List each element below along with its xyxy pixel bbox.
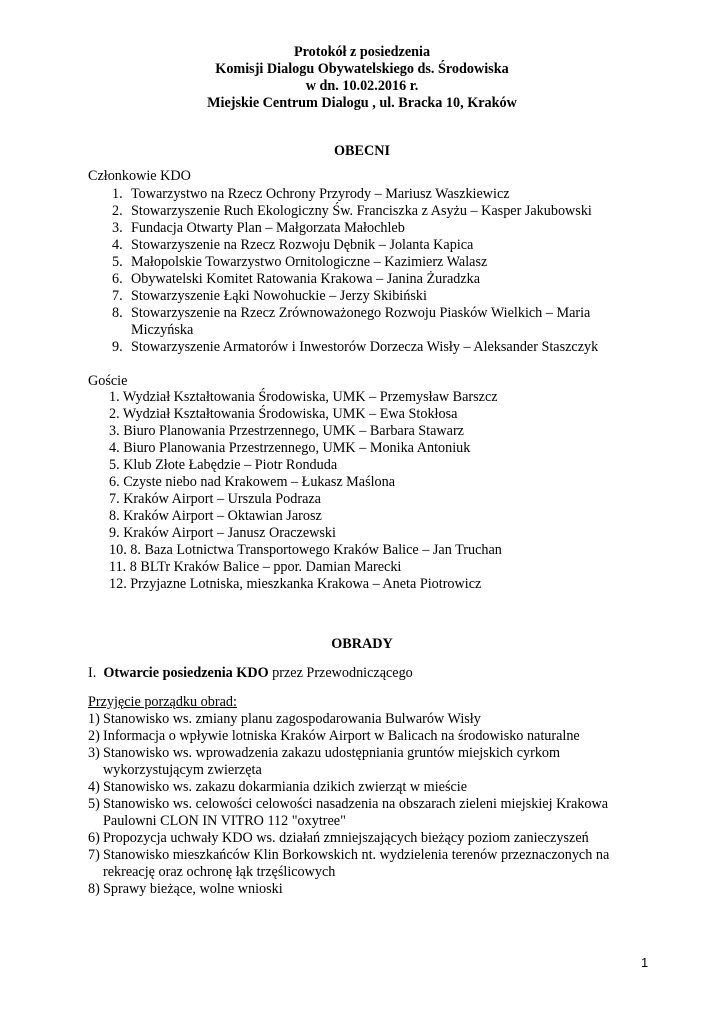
member-item (112, 220, 672, 237)
agenda-item-continuation-text: rekreację oraz ochronę łąk trzęślicowych (103, 864, 336, 880)
guests-list (109, 389, 669, 593)
member-item (112, 271, 672, 288)
agenda-item (88, 745, 668, 762)
section-heading-rest: przez Przewodniczącego (268, 665, 413, 681)
agenda-item-number: 6) (88, 830, 100, 846)
guest-item-text: 12. Przyjazne Lotniska, mieszkanka Krakowa – Aneta Piotrowicz (109, 576, 482, 592)
agenda-item-number: 3) (88, 745, 100, 761)
agenda-item-text: Sprawy bieżące, wolne wnioski (103, 881, 283, 897)
section-number: I. (88, 665, 97, 681)
member-item-text: Stowarzyszenie Armatorów i Inwestorów Dorzecza Wisły – Aleksander Staszczyk (131, 339, 599, 355)
member-item-continuation (112, 322, 672, 339)
member-item (112, 203, 672, 220)
guest-item-text: 2. Wydział Kształtowania Środowiska, UMK – Ewa Stokłosa (109, 406, 458, 422)
guest-item (109, 389, 669, 406)
agenda-item-continuation (88, 762, 668, 779)
agenda-item (88, 779, 668, 796)
guest-item-text: 1. Wydział Kształtowania Środowiska, UMK – Przemysław Barszcz (109, 389, 498, 405)
agenda-item-number: 1) (88, 711, 100, 727)
member-item-text: Towarzystwo na Rzecz Ochrony Przyrody – Mariusz Waszkiewicz (131, 186, 510, 202)
guest-item (109, 474, 669, 491)
member-item-text: Fundacja Otwarty Plan – Małgorzata Małochleb (131, 220, 405, 236)
member-item-text: Małopolskie Towarzystwo Ornitologiczne – Kazimierz Walasz (131, 254, 488, 270)
guest-item (109, 457, 669, 474)
guest-item (109, 525, 669, 542)
guest-item-text: 9. Kraków Airport – Janusz Oraczewski (109, 525, 336, 541)
members-list (112, 186, 672, 356)
member-item (112, 237, 672, 254)
member-item-text: Stowarzyszenie na Rzecz Zrównoważonego Rozwoju Piasków Wielkich – Maria (131, 305, 591, 321)
agenda-item-text: Stanowisko mieszkańców Klin Borkowskich nt. wydzielenia terenów przeznaczonych na (103, 847, 610, 863)
member-item-text: Stowarzyszenie Ruch Ekologiczny Św. Franciszka z Asyżu – Kasper Jakubowski (131, 203, 592, 219)
guest-item (109, 508, 669, 525)
agenda-item-text: Propozycja uchwały KDO ws. działań zmniejszających bieżący poziom zanieczyszeń (103, 830, 589, 846)
member-item-number: 3. (112, 220, 123, 236)
agenda-item-number: 8) (88, 881, 100, 897)
agenda-item-number: 7) (88, 847, 100, 863)
agenda-item-text: Stanowisko ws. celowości celowości nasadzenia na obszarach zieleni miejskiej Krakowa (103, 796, 609, 812)
member-item-continuation-text: Miczyńska (131, 322, 194, 338)
section-title-obrady: OBRADY (331, 636, 393, 652)
agenda-item-continuation-text: Paulowni CLON IN VITRO 112 "oxytree" (103, 813, 346, 829)
meeting-date: w dn. 10.02.2016 r. (305, 78, 419, 94)
member-item-number: 7. (112, 288, 123, 304)
agenda-item-number: 4) (88, 779, 100, 795)
agenda-list (88, 711, 668, 898)
member-item-number: 5. (112, 254, 123, 270)
agenda-item (88, 728, 668, 745)
agenda-item (88, 847, 668, 864)
guest-item-text: 10. 8. Baza Lotnictwa Transportowego Kraków Balice – Jan Truchan (109, 542, 502, 558)
guest-item-text: 3. Biuro Planowania Przestrzennego, UMK – Barbara Stawarz (109, 423, 464, 439)
section-heading-bold: Otwarcie posiedzenia KDO (103, 665, 269, 681)
guests-label: Goście (88, 373, 128, 389)
guest-item (109, 423, 669, 440)
member-item-number: 6. (112, 271, 123, 287)
guest-item-text: 4. Biuro Planowania Przestrzennego, UMK – Monika Antoniuk (109, 440, 471, 456)
agenda-item (88, 711, 668, 728)
members-label: Członkowie KDO (88, 168, 191, 184)
guest-item-text: 6. Czyste niebo nad Krakowem – Łukasz Maślona (109, 474, 396, 490)
guest-item-text: 8. Kraków Airport – Oktawian Jarosz (109, 508, 322, 524)
guest-item (109, 542, 669, 559)
member-item (112, 186, 672, 203)
section-title-obecni: OBECNI (334, 143, 390, 159)
member-item-text: Stowarzyszenie Łąki Nowohuckie – Jerzy Skibiński (131, 288, 427, 304)
agenda-item-continuation-text: wykorzystującym zwierzęta (103, 762, 262, 778)
member-item (112, 305, 672, 322)
member-item-number: 9. (112, 339, 123, 355)
agenda-item (88, 830, 668, 847)
member-item (112, 288, 672, 305)
agenda-item-text: Informacja o wpływie lotniska Kraków Airport w Balicach na środowisko naturalne (103, 728, 580, 744)
guest-item (109, 440, 669, 457)
agenda-item-continuation (88, 813, 668, 830)
agenda-item-text: Stanowisko ws. zakazu dokarmiania dzikich zwierząt w mieście (103, 779, 468, 795)
guest-item (109, 406, 669, 423)
member-item-text: Stowarzyszenie na Rzecz Rozwoju Dębnik – Jolanta Kapica (131, 237, 474, 253)
member-item-number: 1. (112, 186, 123, 202)
guest-item-text: 7. Kraków Airport – Urszula Podraza (109, 491, 321, 507)
meeting-location: Miejskie Centrum Dialogu , ul. Bracka 10, Kraków (207, 95, 517, 111)
agenda-item-text: Stanowisko ws. wprowadzenia zakazu udostępniania gruntów miejskich cyrkom (103, 745, 561, 761)
committee-name: Komisji Dialogu Obywatelskiego ds. Środowiska (215, 61, 509, 77)
protocol-title: Protokół z posiedzenia (293, 44, 431, 60)
agenda-item-number: 5) (88, 796, 100, 812)
agenda-item (88, 881, 668, 898)
guest-item (109, 491, 669, 508)
guest-item-text: 5. Klub Złote Łabędzie – Piotr Ronduda (109, 457, 338, 473)
agenda-item-continuation (88, 864, 668, 881)
agenda-item-number: 2) (88, 728, 100, 744)
page-number: 1 (641, 955, 649, 970)
guest-item (109, 559, 669, 576)
member-item-text: Obywatelski Komitet Ratowania Krakowa – Janina Żuradzka (131, 271, 481, 287)
section-heading-opening (88, 665, 413, 682)
member-item-number: 8. (112, 305, 123, 321)
agenda-label: Przyjęcie porządku obrad: (88, 694, 237, 710)
guest-item-text: 11. 8 BLTr Kraków Balice – ppor. Damian Marecki (109, 559, 402, 575)
member-item-number: 2. (112, 203, 123, 219)
guest-item (109, 576, 669, 593)
member-item (112, 339, 672, 356)
agenda-item (88, 796, 668, 813)
agenda-item-text: Stanowisko ws. zmiany planu zagospodarowania Bulwarów Wisły (103, 711, 481, 727)
member-item (112, 254, 672, 271)
member-item-number: 4. (112, 237, 123, 253)
